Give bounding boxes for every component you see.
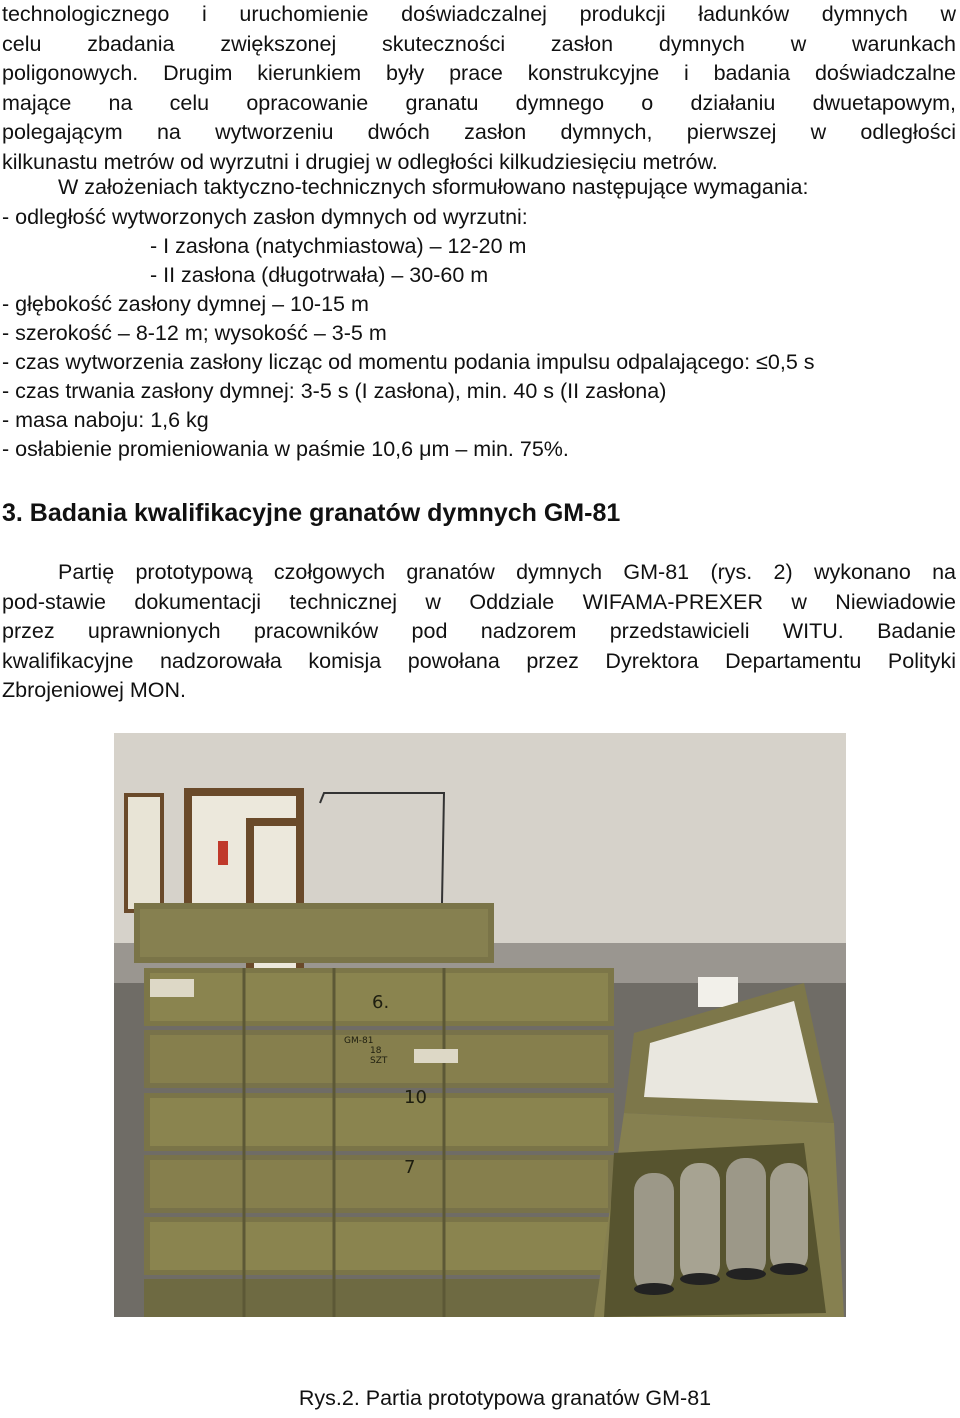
requirement-item: - czas wytworzenia zasłony licząc od momentu podania impulsu odpalającego: ≤0,5 s — [2, 350, 815, 374]
text-line: kilkunastu metrów od wyrzutni i drugiej w odległości kilkudziesięciu metrów. — [2, 149, 718, 174]
figure-caption: Rys.2. Partia prototypowa granatów GM-81 — [298, 1386, 712, 1410]
box-label: SZT — [370, 1056, 388, 1066]
text-line: celu zbadania zwiększonej skuteczności zasłon dymnych w warunkach — [2, 31, 956, 56]
intro-paragraph — [2, 0, 956, 177]
requirement-item: - II zasłona (długotrwała) – 30-60 m — [150, 263, 489, 287]
requirement-item: - masa naboju: 1,6 kg — [2, 408, 209, 432]
box-label: 7 — [404, 1157, 416, 1178]
text-line: poligonowych. Drugim kierunkiem były prace konstrukcyjne i badania doświadczalne — [2, 61, 956, 85]
section-heading: 3. Badania kwalifikacyjne granatów dymnych GM-81 — [2, 499, 621, 527]
text-line: mające na celu opracowanie granatu dymnego o działaniu dwuetapowym, — [2, 90, 956, 115]
section-paragraph — [2, 558, 956, 706]
box-label: 10 — [404, 1087, 427, 1108]
requirement-item: - czas trwania zasłony dymnej: 3-5 s (I zasłona), min. 40 s (II zasłona) — [2, 379, 667, 403]
box-label: 6. — [372, 992, 390, 1013]
requirement-item: - szerokość – 8-12 m; wysokość – 3-5 m — [2, 321, 387, 345]
requirements-intro: W założeniach taktyczno-technicznych sformułowano następujące wymagania: — [58, 175, 809, 199]
text-line: pod-stawie dokumentacji technicznej w Oddziale WIFAMA-PREXER w Niewiadowie — [2, 589, 956, 614]
requirement-item: - głębokość zasłony dymnej – 10-15 m — [2, 292, 369, 316]
text-line: technologicznego i uruchomienie doświadczalnej produkcji ładunków dymnych w — [2, 2, 956, 26]
figure-photo — [114, 733, 846, 1317]
requirement-item: - I zasłona (natychmiastowa) – 12-20 m — [150, 234, 527, 258]
text-line: polegającym na wytworzeniu dwóch zasłon dymnych, pierwszej w odległości — [2, 120, 956, 144]
box-label: GM-81 — [344, 1036, 374, 1046]
box-label: 18 — [370, 1046, 382, 1056]
text-line: Zbrojeniowej MON. — [2, 678, 186, 702]
text-line: kwalifikacyjne nadzorowała komisja powołana przez Dyrektora Departamentu Polityki — [2, 648, 956, 673]
requirement-item: - odległość wytworzonych zasłon dymnych od wyrzutni: — [2, 205, 528, 229]
requirement-item: - osłabienie promieniowania w paśmie 10,6 μm – min. 75%. — [2, 437, 569, 461]
text-line: Partię prototypową czołgowych granatów dymnych GM-81 (rys. 2) wykonano na — [58, 560, 956, 584]
grenade-boxes-photo — [114, 733, 846, 1317]
text-line: przez uprawnionych pracowników pod nadzorem przedstawicieli WITU. Badanie — [2, 619, 956, 643]
